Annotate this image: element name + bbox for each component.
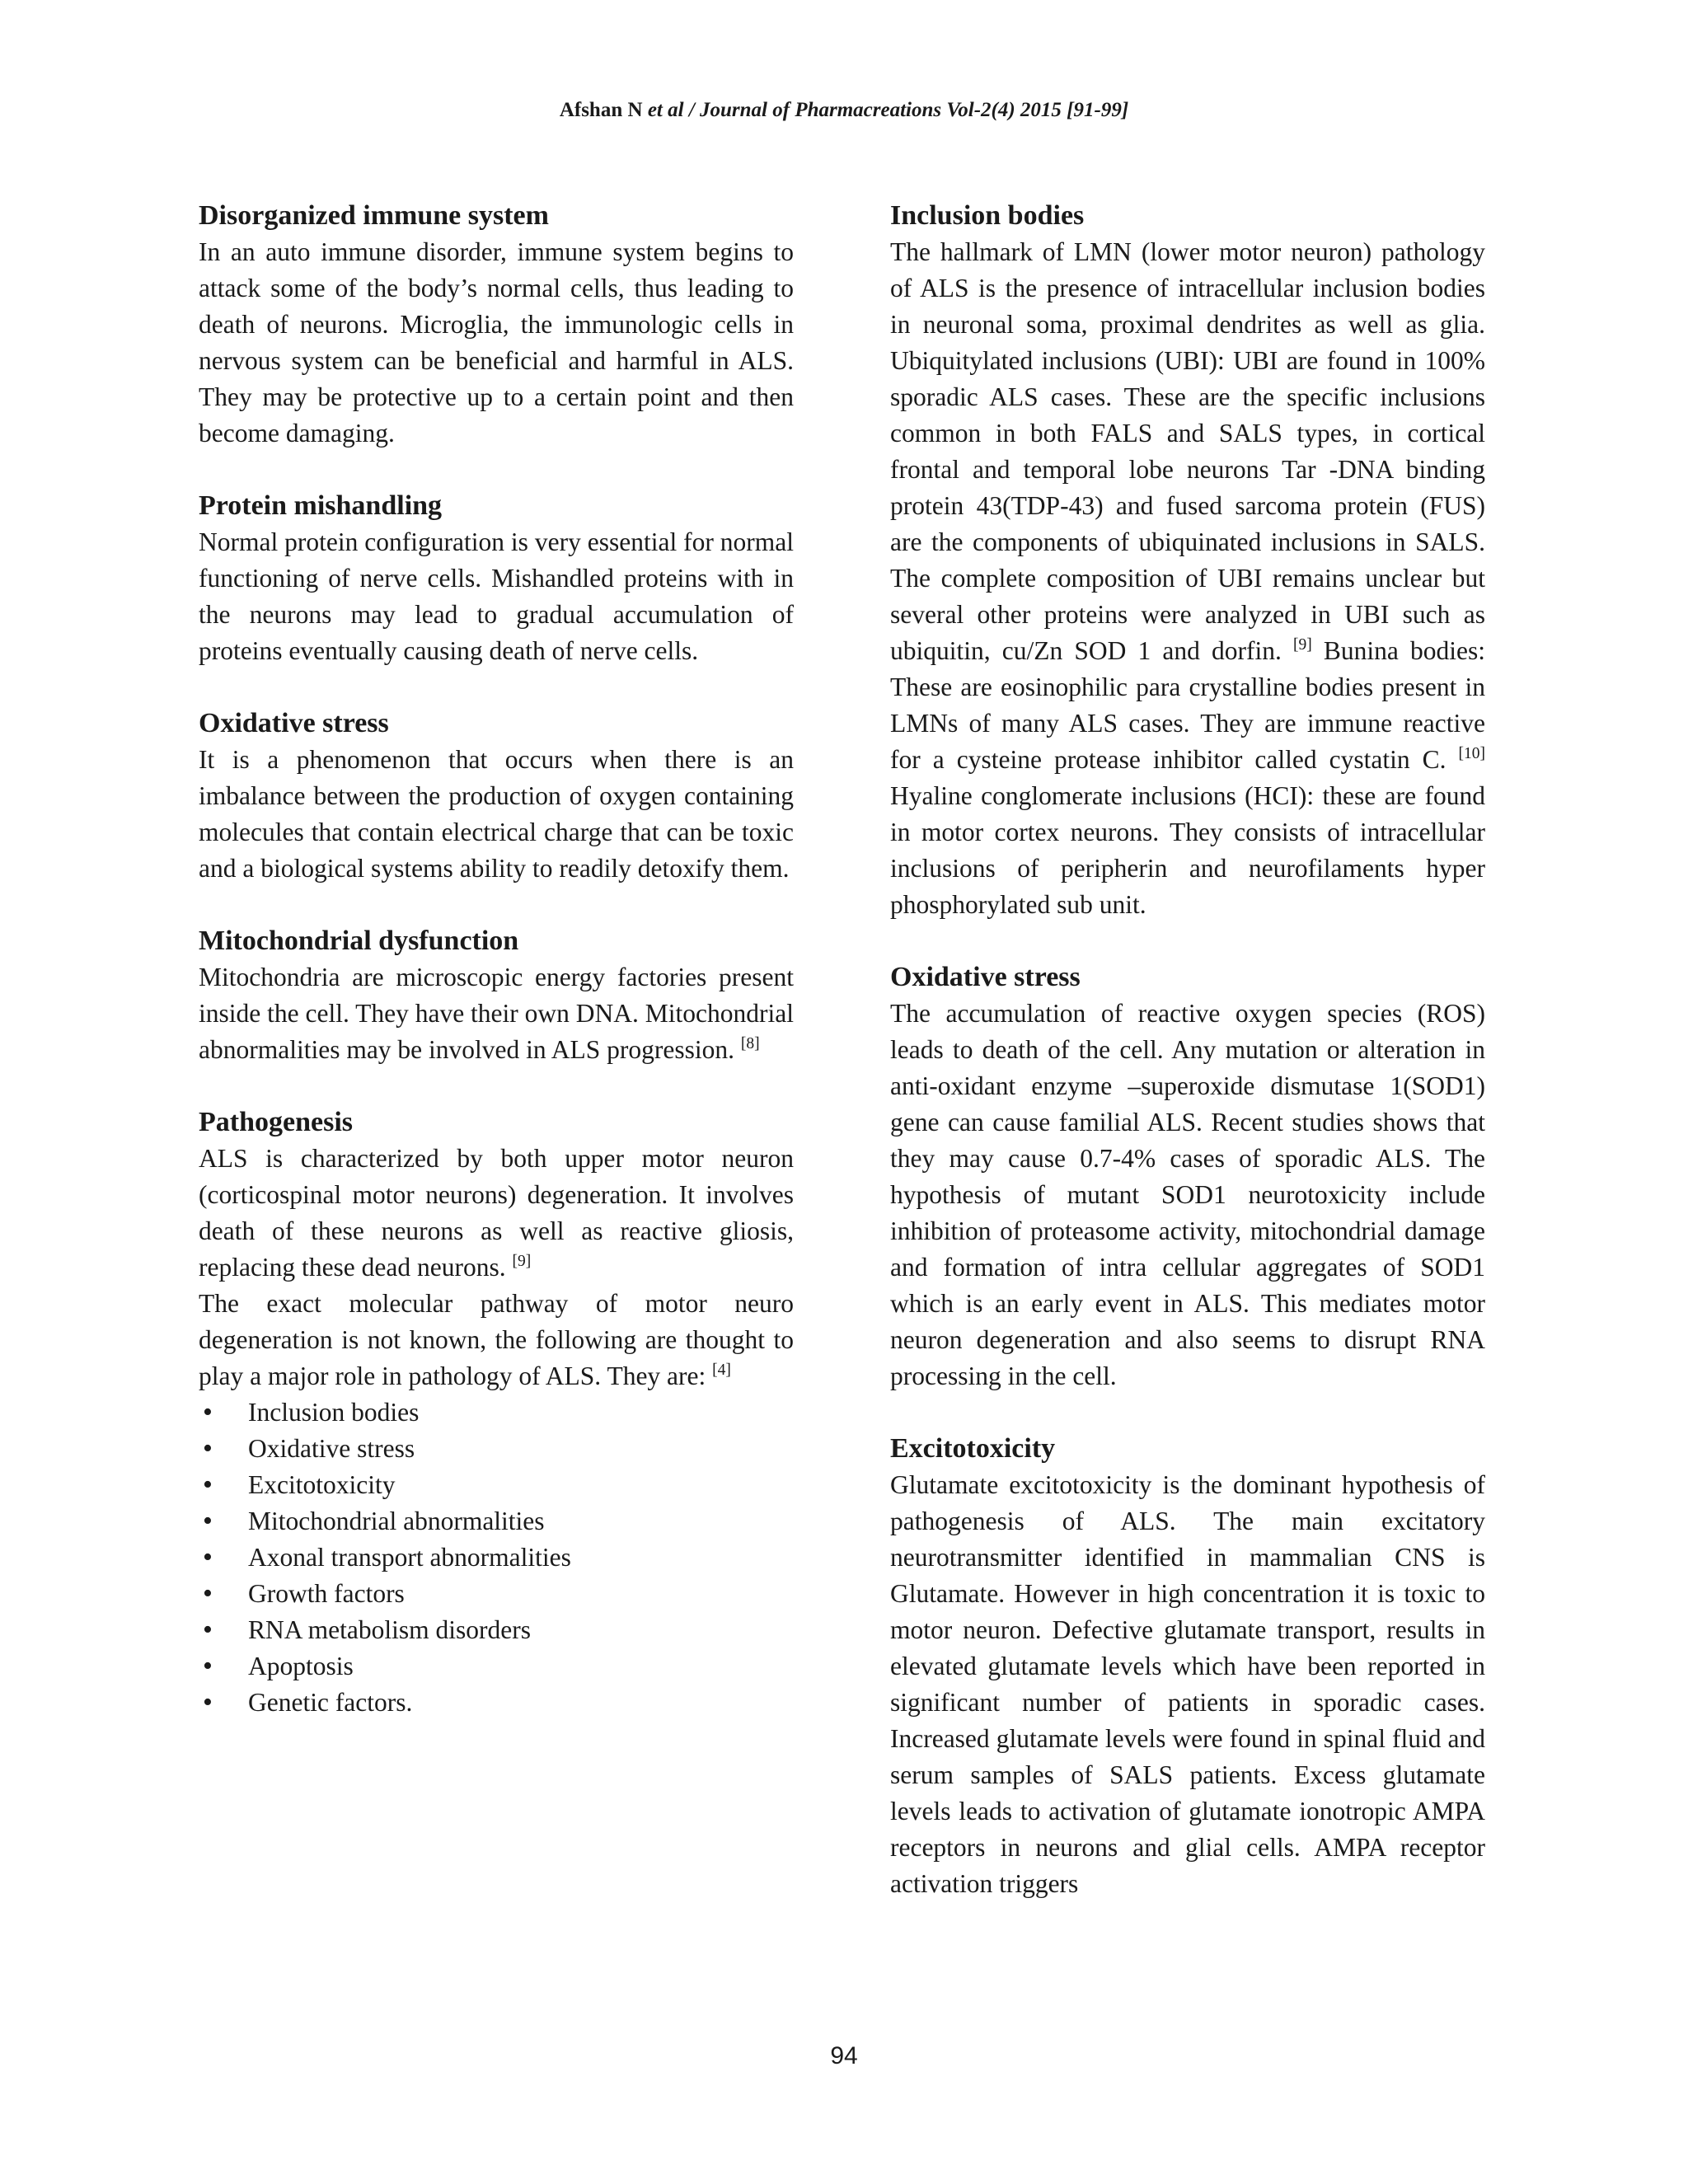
running-header xyxy=(0,99,1688,122)
left-column xyxy=(199,198,794,1757)
section-heading: Oxidative stress xyxy=(890,962,1081,992)
list-item: • Axonal transport abnormalities xyxy=(199,1540,794,1576)
section-paragraph xyxy=(199,959,794,1068)
section-paragraph: Normal protein configuration is very essential for normal functioning of nerve cells. Mishandled proteins with in the neurons may lead to gradual accumulation of proteins eventually causing death of nerve cells. xyxy=(199,527,794,665)
section-pathogenesis xyxy=(199,1104,794,1721)
pathology-list xyxy=(199,1394,794,1721)
paragraph-text: The exact molecular pathway of motor neuro degeneration is not known, the following are thought to play a major role in pathology of ALS. They are: xyxy=(199,1289,794,1390)
section-heading: Pathogenesis xyxy=(199,1107,353,1137)
citation-ref: [4] xyxy=(712,1361,731,1379)
right-column xyxy=(890,198,1485,1938)
paragraph-text: Mitochondria are microscopic energy factories present inside the cell. They have their own DNA. Mitochondrial abnormalities may be involved in ALS progression. xyxy=(199,963,794,1064)
section-paragraph xyxy=(199,1286,794,1394)
header-author: Afshan N xyxy=(559,99,643,121)
list-item: • Growth factors xyxy=(199,1576,794,1612)
page-number: 94 xyxy=(830,2042,858,2069)
list-item: • RNA metabolism disorders xyxy=(199,1612,794,1648)
section-heading: Protein mishandling xyxy=(199,490,443,521)
section-heading: Inclusion bodies xyxy=(890,200,1085,231)
citation-ref: [10] xyxy=(1458,744,1486,762)
section-paragraph xyxy=(199,1141,794,1286)
section-paragraph: Glutamate excitotoxicity is the dominant hypothesis of pathogenesis of ALS. The main excitatory neurotransmitter identified in mammalian CNS is Glutamate. However in high concentration it is toxic to motor neuron. Defective glutamate transport, results in elevated glutamate levels which have been reported in significant number of patients in sporadic cases. Increased glutamate levels were found in spinal fluid and serum samples of SALS patients. Excess glutamate levels leads to activation of glutamate ionotropic AMPA receptors in neurons and glial cells. AMPA receptor activation triggers xyxy=(890,1470,1485,1898)
section-heading: Disorganized immune system xyxy=(199,200,549,231)
header-journal: / Journal of Pharmacreations Vol-2(4) 2015 [91-99] xyxy=(688,99,1129,121)
header-etal: et al xyxy=(647,99,684,121)
section-paragraph: The accumulation of reactive oxygen species (ROS) leads to death of the cell. Any mutation or alteration in anti-oxidant enzyme –superoxide dismutase 1(SOD1) gene can cause familial ALS. Recent studies shows that they may cause 0.7-4% cases of sporadic ALS. The hypothesis of mutant SOD1 neurotoxicity include inhibition of proteasome activity, mitochondrial damage and formation of intra cellular aggregates of SOD1 which is an early event in ALS. This mediates motor neuron degeneration and also seems to disrupt RNA processing in the cell. xyxy=(890,999,1485,1390)
section-paragraph xyxy=(890,234,1485,923)
section-mitochondrial-dysfunction xyxy=(199,923,794,1068)
paragraph-text: The hallmark of LMN (lower motor neuron) pathology of ALS is the presence of intracellular inclusion bodies in neuronal soma, proximal dendrites as well as glia. Ubiquitylated inclusions (UBI): UBI are found in 100% sporadic ALS cases. These are the specific inclusions common in both FALS and SALS types, in cortical frontal and temporal lobe neurons Tar -DNA binding protein 43(TDP-43) and fused sarcoma protein (FUS) are the components of ubiquinated inclusions in SALS. The complete composition of UBI remains unclear but several other proteins were analyzed in UBI such as ubiquitin, cu/Zn SOD 1 and dorfin. xyxy=(890,237,1485,665)
paragraph-text: ALS is characterized by both upper motor neuron (corticospinal motor neurons) degeneration. It involves death of these neurons as well as reactive gliosis, replacing these dead neurons. xyxy=(199,1144,794,1282)
section-paragraph: It is a phenomenon that occurs when there is an imbalance between the production of oxygen containing molecules that contain electrical charge that can be toxic and a biological systems ability to readily detoxify them. xyxy=(199,745,794,883)
list-item: • Apoptosis xyxy=(199,1648,794,1685)
section-oxidative-stress-left xyxy=(199,705,794,887)
section-inclusion-bodies xyxy=(890,198,1485,923)
list-item: • Inclusion bodies xyxy=(199,1394,794,1431)
section-disorganized-immune-system xyxy=(199,198,794,452)
paragraph-text: Bunina bodies: These are eosinophilic para crystalline bodies present in LMNs of many ALS cases. They are immune reactive for a cysteine protease inhibitor called cystatin C. xyxy=(890,636,1486,774)
list-item: • Excitotoxicity xyxy=(199,1467,794,1503)
section-oxidative-stress-right xyxy=(890,959,1485,1394)
list-item: • Genetic factors. xyxy=(199,1685,794,1721)
section-protein-mishandling xyxy=(199,488,794,669)
citation-ref: [9] xyxy=(1292,635,1312,654)
list-item: • Oxidative stress xyxy=(199,1431,794,1467)
section-heading: Excitotoxicity xyxy=(890,1433,1056,1464)
section-heading: Mitochondrial dysfunction xyxy=(199,926,519,956)
citation-ref: [9] xyxy=(512,1252,532,1270)
section-excitotoxicity xyxy=(890,1431,1485,1902)
section-paragraph: In an auto immune disorder, immune system begins to attack some of the body’s normal cells, thus leading to death of neurons. Microglia, the immunologic cells in nervous system can be beneficial and harmful in ALS. They may be protective up to a certain point and then become damaging. xyxy=(199,237,794,448)
citation-ref: [8] xyxy=(740,1034,760,1052)
section-heading: Oxidative stress xyxy=(199,708,389,738)
paragraph-text: Hyaline conglomerate inclusions (HCI): these are found in motor cortex neurons. They consists of intracellular inclusions of peripherin and neurofilaments hyper phosphorylated sub unit. xyxy=(890,781,1485,919)
list-item: • Mitochondrial abnormalities xyxy=(199,1503,794,1540)
